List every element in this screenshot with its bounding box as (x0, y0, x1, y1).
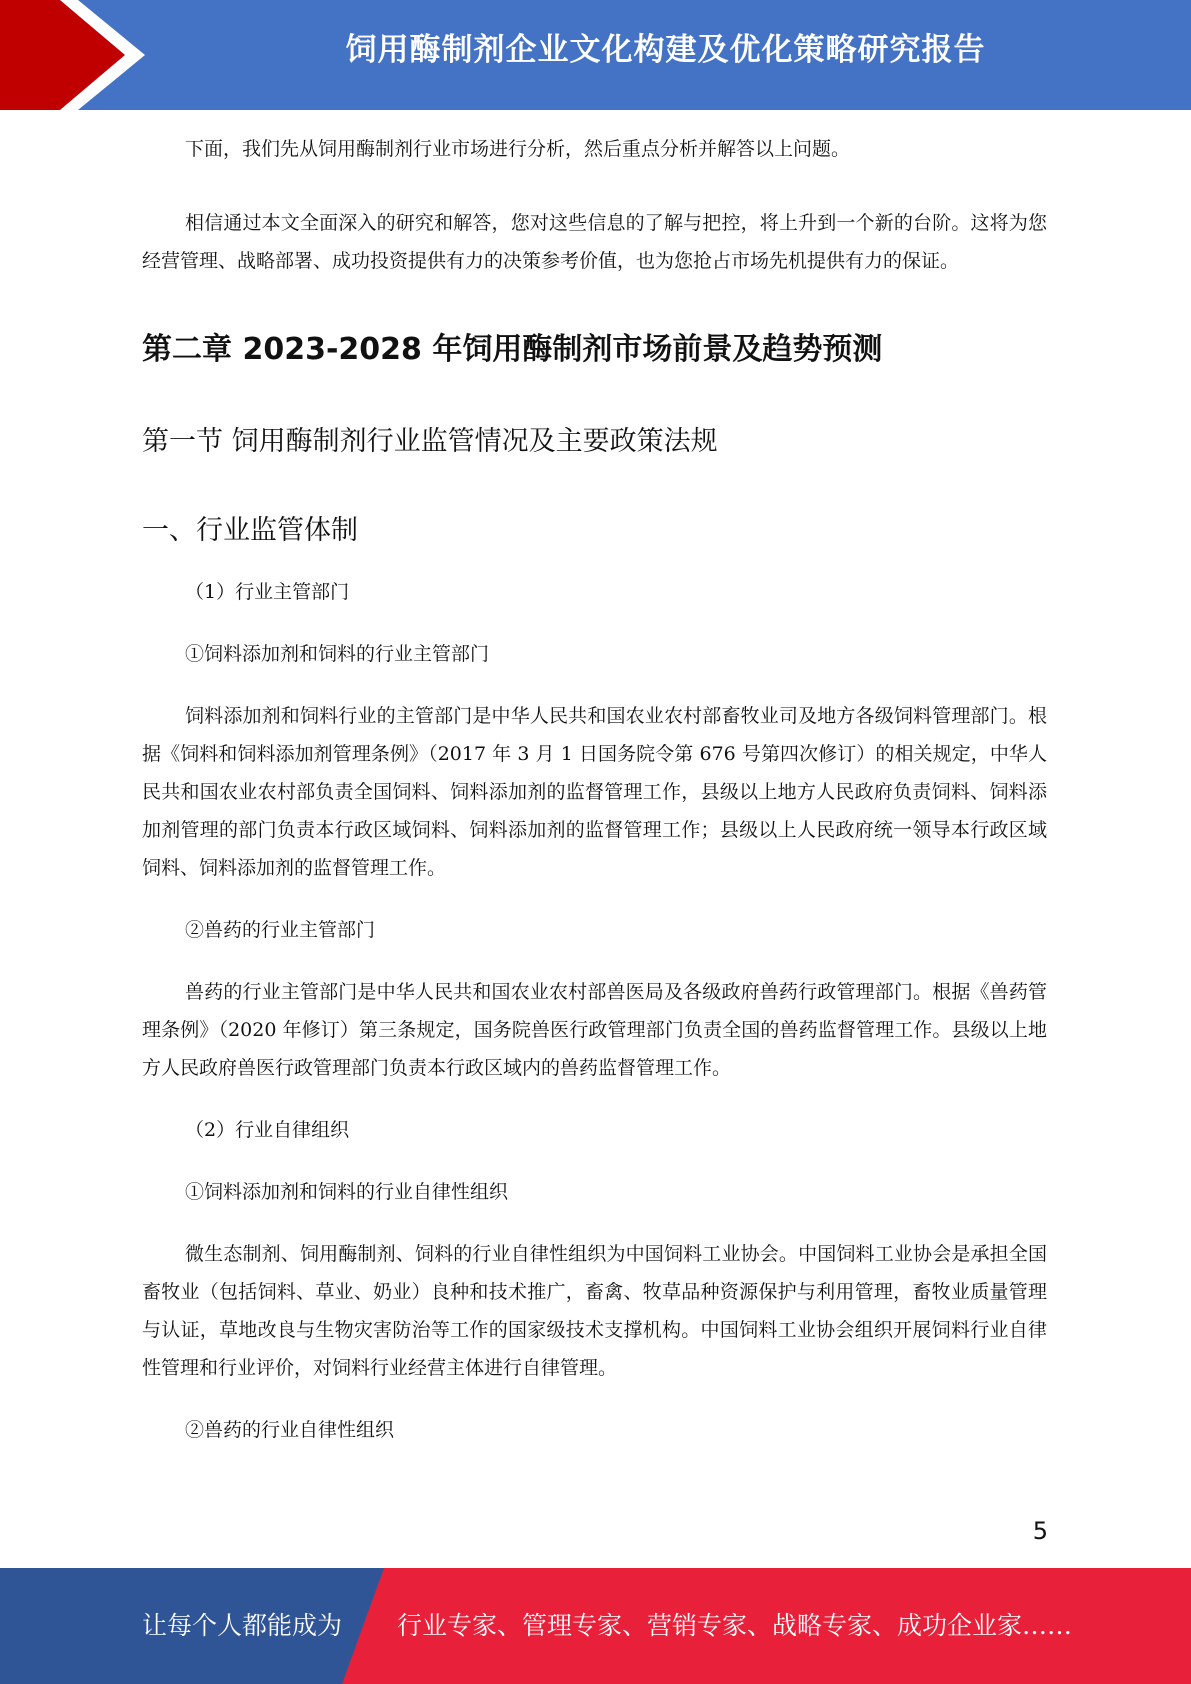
intro-paragraph-2: 相信通过本文全面深入的研究和解答，您对这些信息的了解与把控，将上升到一个新的台阶。这将为您经营管理、战略部署、成功投资提供有力的决策参考价值，也为您抢占市场先机提供有力的保证。 (142, 212, 1047, 272)
report-title: 饲用酶制剂企业文化构建及优化策略研究报告 (345, 32, 986, 68)
item-1b-heading: ②兽药的行业主管部门 (185, 919, 376, 941)
page-footer (0, 1568, 1191, 1684)
item-1b-paragraph: 兽药的行业主管部门是中华人民共和国农业农村部兽医局及各级政府兽药行政管理部门。根据《兽药管理条例》（2020 年修订）第三条规定，国务院兽医行政管理部门负责全国的兽药监督管理工作。县级以上地方人民政府兽医行政管理部门负责本行政区域内的兽药监督管理工作。 (142, 981, 1047, 1079)
item-2b-heading: ②兽药的行业自律性组织 (185, 1419, 395, 1441)
intro-paragraph-1: 下面，我们先从饲用酶制剂行业市场进行分析，然后重点分析并解答以上问题。 (185, 138, 851, 160)
footer-slogan-right: 行业专家、管理专家、营销专家、战略专家、成功企业家…… (397, 1611, 1073, 1640)
subsection-title: 一、行业监管体制 (142, 515, 358, 546)
footer-slogan-left: 让每个人都能成为 (142, 1611, 343, 1640)
item-2a-heading: ①饲料添加剂和饲料的行业自律性组织 (185, 1181, 509, 1203)
header-arrow-decoration (0, 0, 160, 110)
item-1a-heading: ①饲料添加剂和饲料的行业主管部门 (185, 643, 490, 665)
item-1-heading: （1）行业主管部门 (185, 581, 350, 603)
chapter-title: 第二章 2023-2028 年饲用酶制剂市场前景及趋势预测 (142, 332, 883, 367)
item-1a-paragraph: 饲料添加剂和饲料行业的主管部门是中华人民共和国农业农村部畜牧业司及地方各级饲料管理部门。根据《饲料和饲料添加剂管理条例》（2017 年 3 月 1 日国务院令第 676 号第四次修订）的相关规定，中华人民共和国农业农村部负责全国饲料、饲料添加剂的监督管理工作，县级以上地方人民政府负责饲料、饲料添加剂管理的部门负责本行政区域饲料、饲料添加剂的监督管理工作；县级以上人民政府统一领导本行政区域饲料、饲料添加剂的监督管理工作。 (142, 705, 1047, 879)
page-number: 5 (1032, 1517, 1048, 1545)
page-header (0, 0, 1191, 110)
section-title: 第一节 饲用酶制剂行业监管情况及主要政策法规 (142, 426, 718, 457)
item-2-heading: （2）行业自律组织 (185, 1119, 350, 1141)
item-2a-paragraph: 微生态制剂、饲用酶制剂、饲料的行业自律性组织为中国饲料工业协会。中国饲料工业协会是承担全国畜牧业（包括饲料、草业、奶业）良种和技术推广，畜禽、牧草品种资源保护与利用管理，畜牧业质量管理与认证，草地改良与生物灾害防治等工作的国家级技术支撑机构。中国饲料工业协会组织开展饲料行业自律性管理和行业评价，对饲料行业经营主体进行自律管理。 (142, 1243, 1047, 1379)
document-body (142, 130, 1047, 1473)
